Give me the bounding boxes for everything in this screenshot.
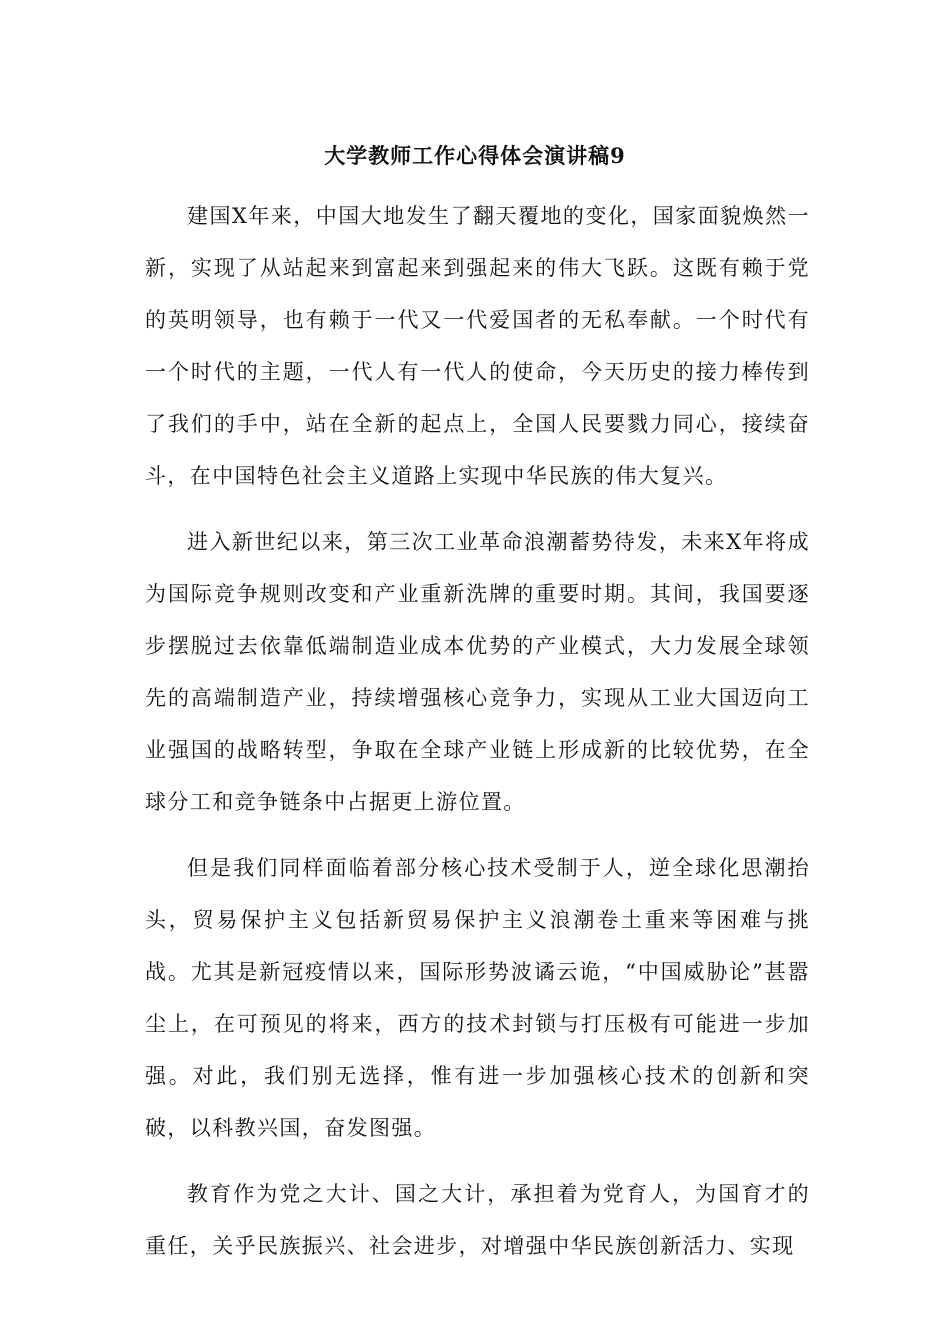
paragraph: 教育作为党之大计、国之大计，承担着为党育人，为国育才的重任，关乎民族振兴、社会进步，对增强中华民族创新活力、实现 xyxy=(145,1182,810,1258)
document-body xyxy=(145,190,810,1286)
paragraph: 进入新世纪以来，第三次工业革命浪潮蓄势待发，未来X年将成为国际竞争规则改变和产业重新洗牌的重要时期。其间，我国要逐步摆脱过去依靠低端制造业成本优势的产业模式，大力发展全球领先的高端制造产业，持续增强核心竞争力，实现从工业大国迈向工业强国的战略转型，争取在全球产业链上形成新的比较优势，在全球分工和竞争链条中占据更上游位置。 xyxy=(145,530,810,814)
paragraph: 但是我们同样面临着部分核心技术受制于人，逆全球化思潮抬头，贸易保护主义包括新贸易保护主义浪潮卷土重来等困难与挑战。尤其是新冠疫情以来，国际形势波谲云诡，“中国威胁论”甚嚣尘上，在可预见的将来，西方的技术封锁与打压极有可能进一步加强。对此，我们别无选择，惟有进一步加强核心技术的创新和突破，以科教兴国，奋发图强。 xyxy=(145,856,810,1140)
paragraph: 建国X年来，中国大地发生了翻天覆地的变化，国家面貌焕然一新，实现了从站起来到富起来到强起来的伟大飞跃。这既有赖于党的英明领导，也有赖于一代又一代爱国者的无私奉献。一个时代有一个时代的主题，一代人有一代人的使命，今天历史的接力棒传到了我们的手中，站在全新的起点上，全国人民要戮力同心，接续奋斗，在中国特色社会主义道路上实现中华民族的伟大复兴。 xyxy=(145,204,810,488)
document-title: 大学教师工作心得体会演讲稿9 xyxy=(324,143,626,168)
